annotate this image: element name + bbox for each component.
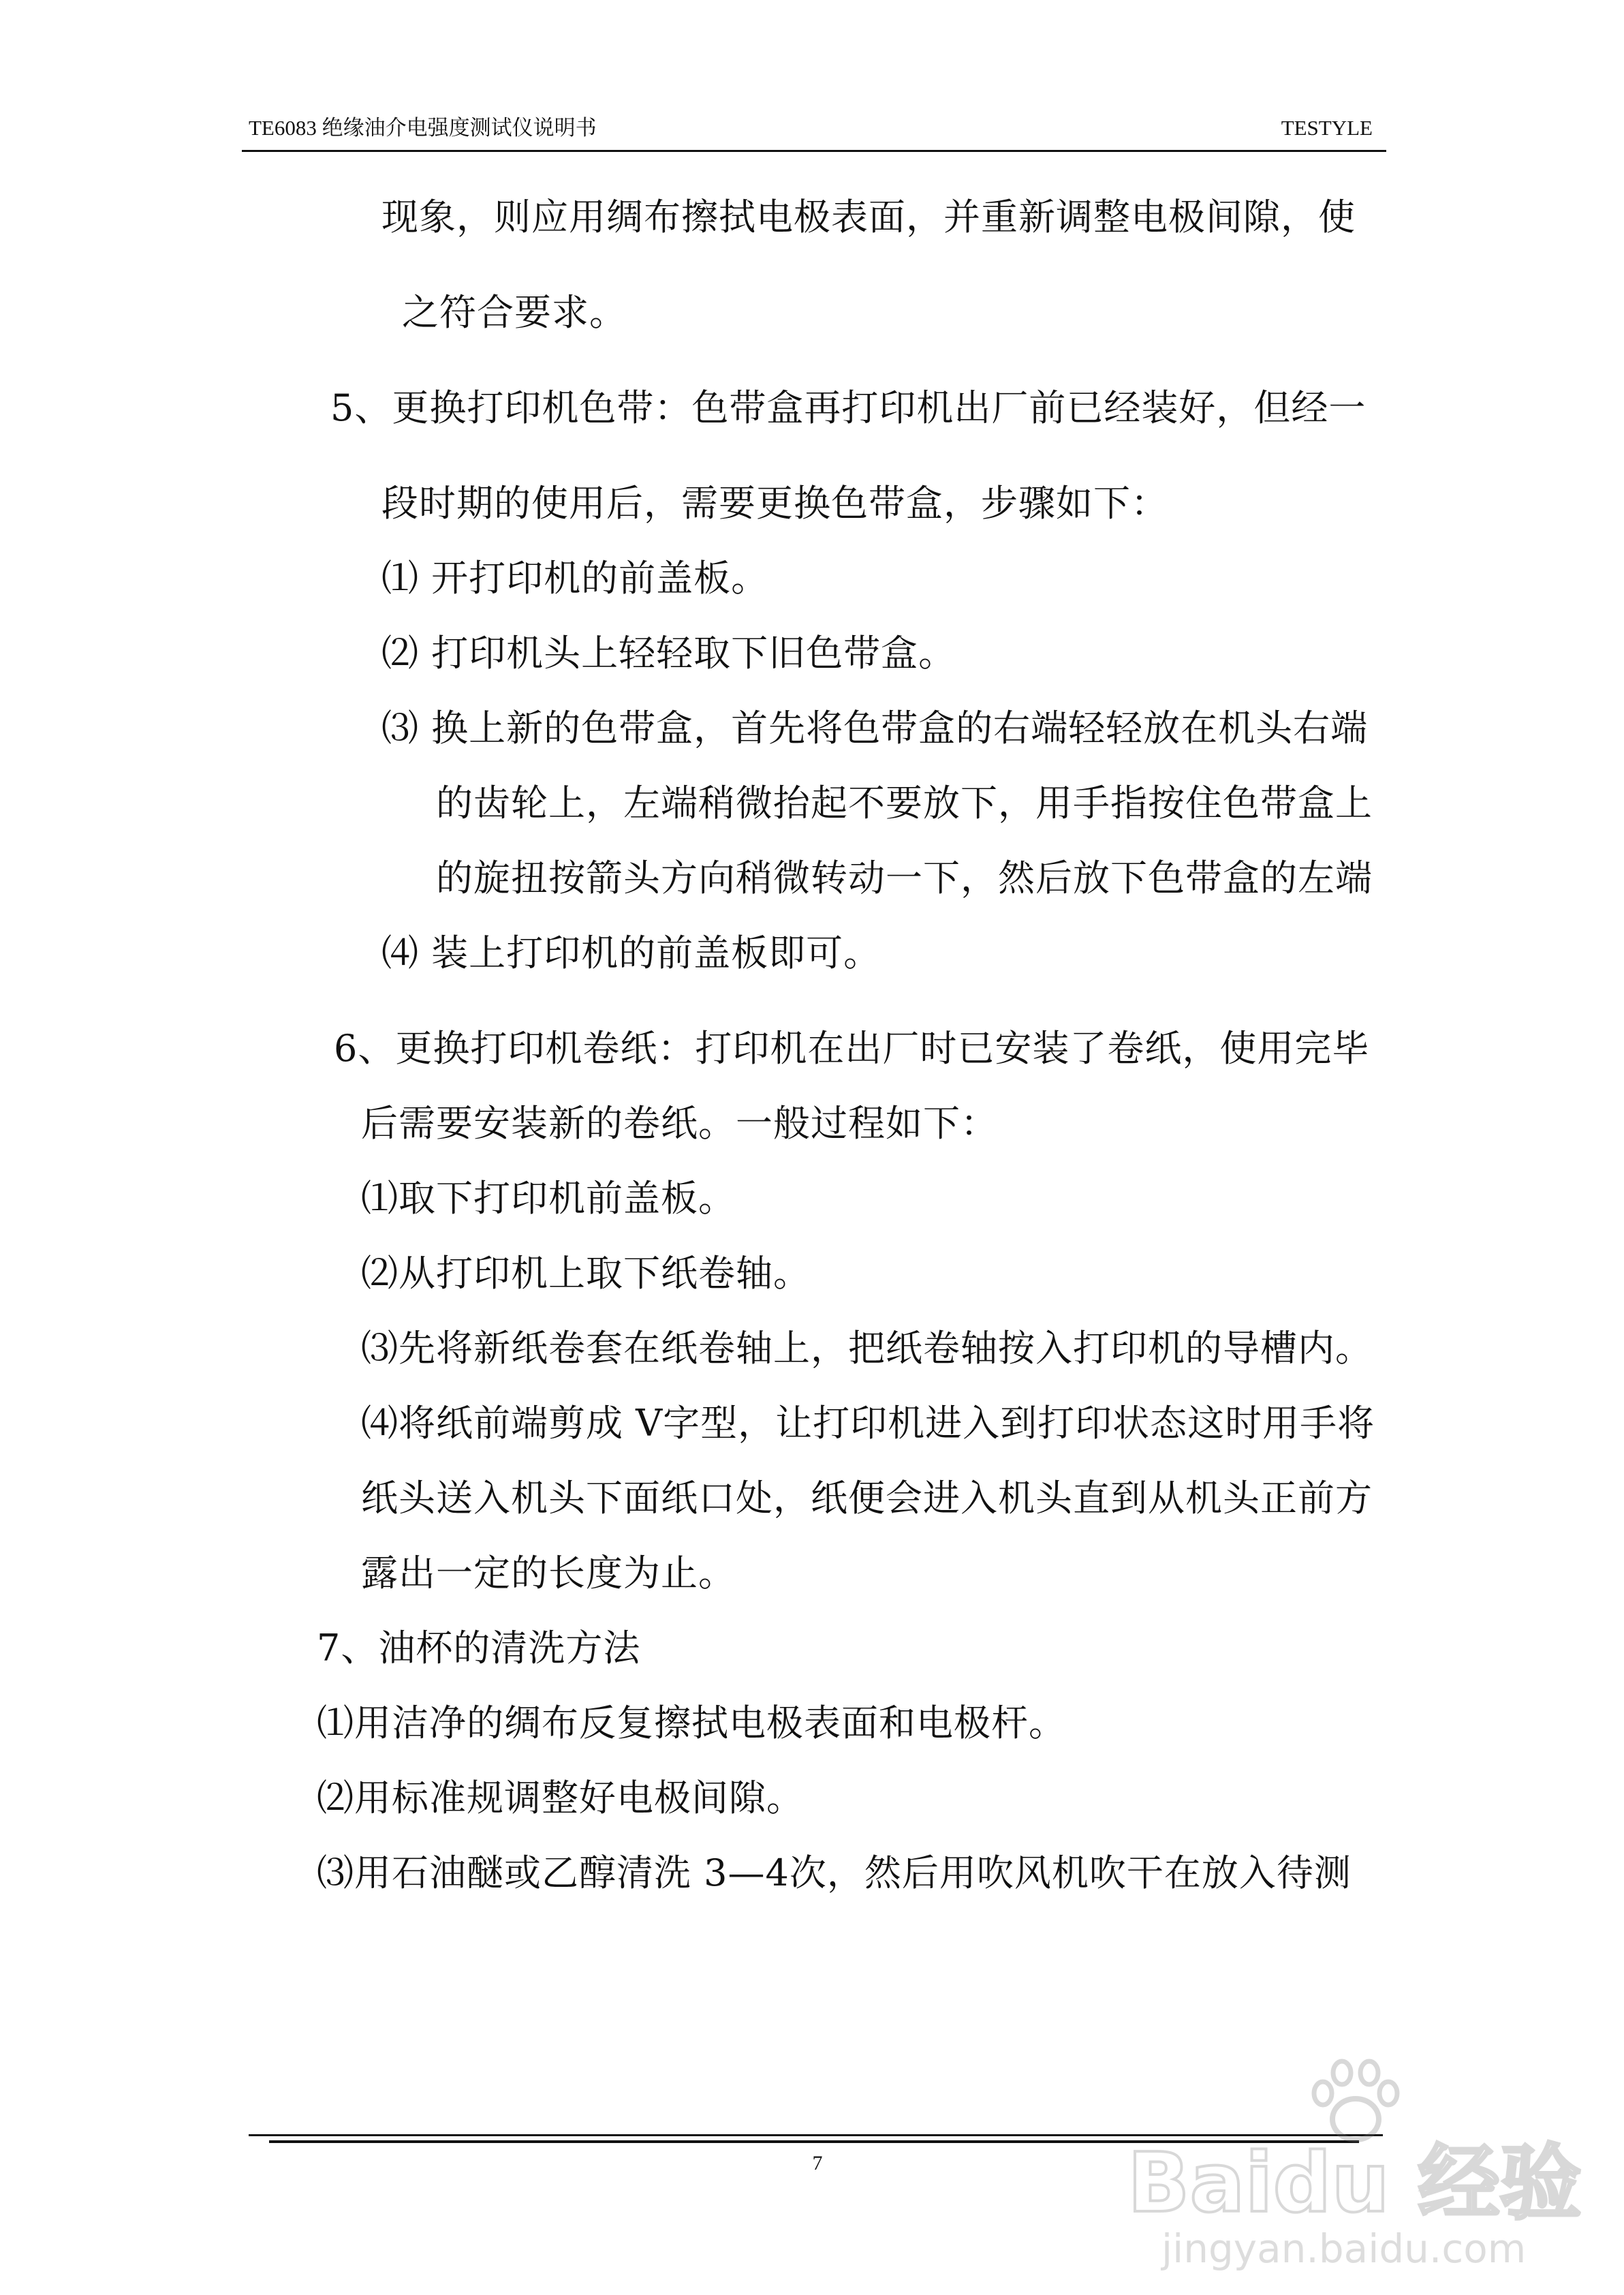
document-title: TE6083 绝缘油介电强度测试仪说明书: [249, 116, 597, 140]
list-subitem: ⑵ 打印机头上轻轻取下旧色带盒。: [381, 632, 956, 675]
text-line: 纸头送入机头下面纸口处，纸便会进入机头直到从机头正前方: [361, 1477, 1373, 1520]
list-subitem: ⑶ 换上新的色带盒，首先将色带盒的右端轻轻放在机头右端: [381, 707, 1369, 750]
list-subitem: ⑷将纸前端剪成 V字型，让打印机进入到打印状态这时用手将: [361, 1402, 1375, 1445]
paw-logo-icon: [1308, 2058, 1403, 2146]
header-brand: TESTYLE: [1281, 116, 1373, 140]
list-subitem: ⑶先将新纸卷套在纸卷轴上，把纸卷轴按入打印机的导槽内。: [361, 1327, 1373, 1370]
watermark-brand: Baidu 经验: [1127, 2136, 1582, 2231]
text-line: 的齿轮上，左端稍微抬起不要放下，用手指按住色带盒上: [436, 782, 1373, 825]
list-subitem: ⑴ 开打印机的前盖板。: [381, 557, 769, 600]
list-subitem: ⑵从打印机上取下纸卷轴。: [361, 1252, 811, 1295]
list-item-heading: 6、更换打印机卷纸：打印机在出厂时已安装了卷纸，使用完毕: [334, 1027, 1370, 1070]
header-rule: [242, 150, 1386, 152]
list-item-heading: 7、油杯的清洗方法: [317, 1627, 641, 1669]
list-subitem: ⑴用洁净的绸布反复擦拭电极表面和电极杆。: [317, 1701, 1066, 1744]
text-line: 段时期的使用后，需要更换色带盒，步骤如下：: [381, 482, 1168, 525]
text-line: 之符合要求。: [402, 291, 627, 334]
watermark: [1100, 2058, 1591, 2283]
text-line: 后需要安装新的卷纸。一般过程如下：: [361, 1102, 998, 1145]
list-subitem: ⑵用标准规调整好电极间隙。: [317, 1776, 804, 1819]
watermark-url: jingyan.baidu.com: [1161, 2225, 1527, 2272]
list-subitem: ⑷ 装上打印机的前盖板即可。: [381, 931, 881, 974]
list-subitem: ⑶用石油醚或乙醇清洗 3—4次，然后用吹风机吹干在放入待测: [317, 1851, 1352, 1894]
text-line: 的旋扭按箭头方向稍微转动一下，然后放下色带盒的左端: [436, 857, 1373, 899]
list-subitem: ⑴取下打印机前盖板。: [361, 1177, 736, 1220]
list-item-heading: 5、更换打印机色带：色带盒再打印机出厂前已经装好，但经一: [330, 386, 1367, 429]
text-line: 现象，则应用绸布擦拭电极表面，并重新调整电极间隙，使: [381, 196, 1356, 238]
page-header: [242, 114, 1386, 149]
page-number: 7: [812, 2152, 823, 2174]
text-line: 露出一定的长度为止。: [361, 1552, 736, 1595]
